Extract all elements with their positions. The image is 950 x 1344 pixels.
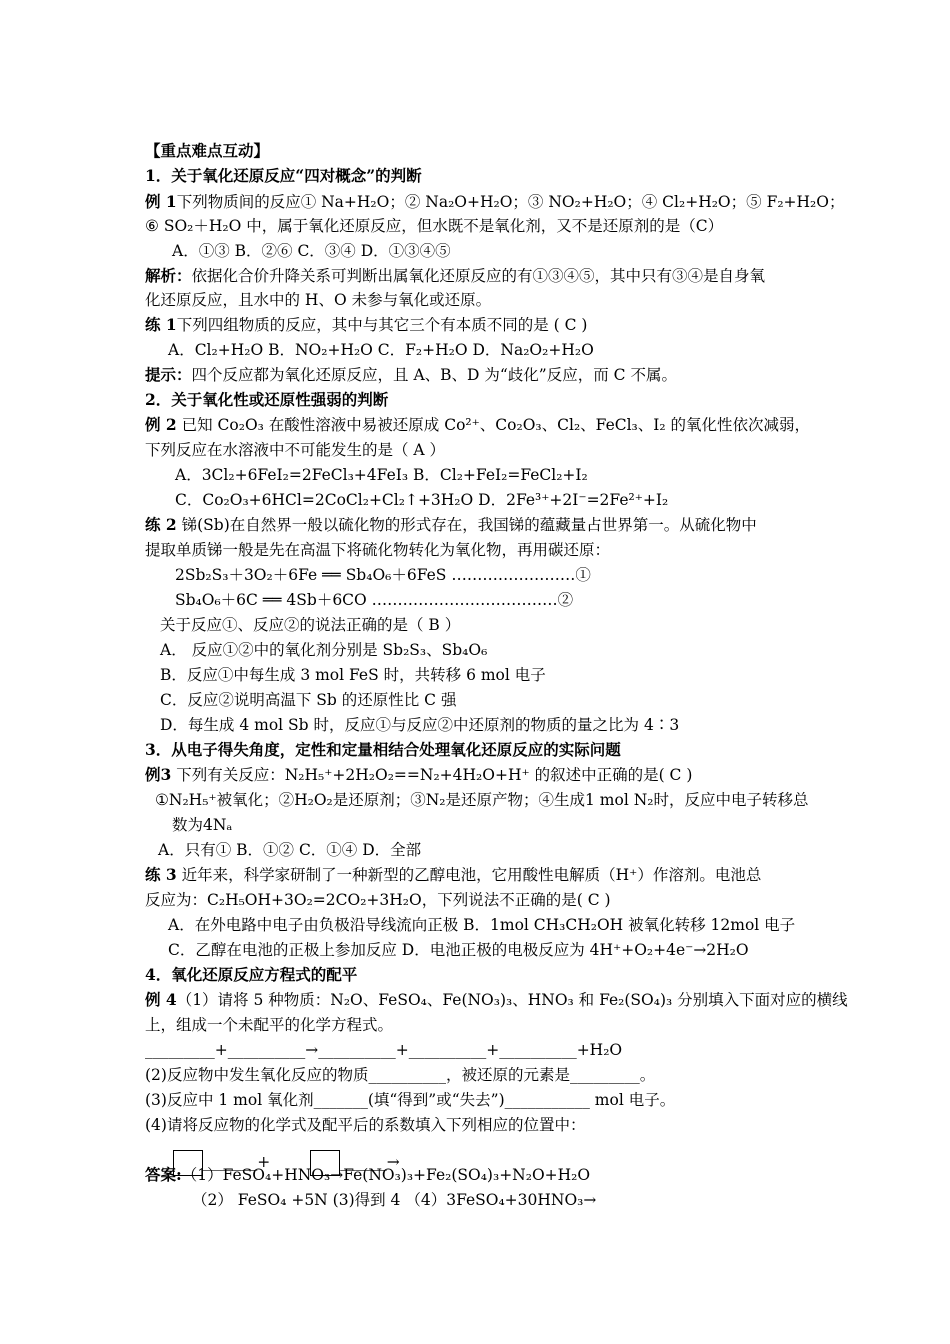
line-text: A．在外电路中电子由负极沿导线流向正极 B．1mol CH₃CH₂OH 被氧化转移 12mol 电子 xyxy=(168,916,796,934)
text-line xyxy=(145,1089,675,1111)
item-label: 例 1 xyxy=(145,192,177,211)
text-line xyxy=(145,364,677,386)
text-line xyxy=(145,1014,393,1036)
line-text: 已知 Co₂O₃ 在酸性溶液中易被还原成 Co²⁺、Co₂O₃、Cl₂、FeCl₃、I₂ 的氧化性依次减弱， xyxy=(176,416,811,434)
text-line xyxy=(145,289,491,311)
line-text: _________+__________→__________+__________+__________+H₂O xyxy=(145,1041,623,1059)
item-label: 练 3 xyxy=(145,865,177,884)
line-text: （1）FeSO₄+HNO₃→Fe(NO₃)₃+Fe₂(SO₄)₃+N₂O+H₂O xyxy=(181,1166,591,1184)
text-line xyxy=(145,964,357,986)
item-label: 例 2 xyxy=(145,415,177,434)
line-text: 2．关于氧化性或还原性强弱的判断 xyxy=(145,390,389,409)
line-text: (4)请将反应物的化学式及配平后的系数填入下列相应的位置中： xyxy=(145,1116,586,1134)
text-line xyxy=(145,539,610,561)
text-line xyxy=(145,989,848,1011)
text-line xyxy=(145,514,757,536)
text-line xyxy=(145,864,761,886)
text-line xyxy=(145,1114,585,1136)
line-text: 【重点难点互动】 xyxy=(145,141,270,160)
text-line xyxy=(145,439,445,461)
item-label: 例 4 xyxy=(145,990,177,1009)
line-text: 数为4Nₐ xyxy=(172,816,233,834)
text-line xyxy=(172,814,232,836)
line-text: （1）请将 5 种物质：N₂O、FeSO₄、Fe(NO₃)₃、HNO₃ 和 Fe₂(SO₄)₃ 分别填入下面对应的横线 xyxy=(176,991,848,1009)
text-line xyxy=(145,389,388,411)
text-line xyxy=(145,739,621,761)
text-line xyxy=(168,914,795,936)
line-text: ①N₂H₅⁺被氧化；②H₂O₂是还原剂；③N₂是还原产物；④生成1 mol N₂时，反应中电子转移总 xyxy=(155,791,809,809)
text-line xyxy=(160,614,460,636)
text-line xyxy=(145,165,422,187)
text-line xyxy=(145,215,723,237)
fill-blank-1: _______+ xyxy=(203,1153,271,1171)
text-line xyxy=(145,265,765,287)
line-text: 关于反应①、反应②的说法正确的是（ B ） xyxy=(160,616,461,634)
line-text: A．只有① B．①② C．①④ D．全部 xyxy=(158,841,422,859)
line-text: 上，组成一个未配平的化学方程式。 xyxy=(145,1016,394,1034)
line-text: 下列物质间的反应① Na+H₂O；② Na₂O+H₂O；③ NO₂+H₂O；④ Cl₂+H₂O；⑤ F₂+H₂O； xyxy=(176,193,845,211)
line-text: (2)反应物中发生氧化反应的物质__________，被还原的元素是_________。 xyxy=(145,1066,656,1084)
text-line xyxy=(145,889,611,911)
item-label: 答案: xyxy=(145,1165,182,1184)
line-text: A．①③ B．②⑥ C．③④ D．①③④⑤ xyxy=(172,242,451,260)
line-text: 2Sb₂S₃＋3O₂＋6Fe ══ Sb₄O₆＋6FeS ……………………① xyxy=(175,566,591,584)
item-label: 练 2 xyxy=(145,515,177,534)
text-line xyxy=(172,240,451,262)
text-line xyxy=(145,1064,655,1086)
line-text: 下列四组物质的反应，其中与其它三个有本质不同的是 ( C ) xyxy=(176,316,588,334)
line-text: 下列反应在水溶液中不可能发生的是（ A ） xyxy=(145,441,446,459)
line-text: A．3Cl₂+6FeI₂=2FeCl₃+4FeI₃ B．Cl₂+FeI₂=FeCl₂+I₂ xyxy=(175,466,588,484)
item-label: 例3 xyxy=(145,765,172,784)
text-line xyxy=(160,639,487,661)
fill-in-boxes-line xyxy=(173,1150,400,1176)
item-label: 提示： xyxy=(145,365,192,384)
line-text: A． 反应①②中的氧化剂分别是 Sb₂S₃、Sb₄O₆ xyxy=(160,641,488,659)
text-line xyxy=(145,140,269,162)
text-line xyxy=(145,191,844,213)
text-line xyxy=(175,464,588,486)
text-line xyxy=(175,589,573,611)
line-text: Sb₄O₆＋6C ══ 4Sb＋6CO ………………………………② xyxy=(175,591,574,609)
line-text: 反应为：C₂H₅OH+3O₂=2CO₂+3H₂O，下列说法不正确的是( C ) xyxy=(145,891,611,909)
line-text: 依据化合价升降关系可判断出属氧化还原反应的有①③④⑤，其中只有③④是自身氧 xyxy=(191,267,766,285)
answer-box-1[interactable] xyxy=(173,1150,203,1176)
text-line xyxy=(155,789,809,811)
line-text: 四个反应都为氧化还原反应，且 A、B、D 为“歧化”反应，而 C 不属。 xyxy=(191,366,677,384)
item-label: 练 1 xyxy=(145,315,177,334)
line-text: 3．从电子得失角度，定性和定量相结合处理氧化还原反应的实际问题 xyxy=(145,740,621,759)
line-text: (3)反应中 1 mol 氧化剂_______(填“得到”或“失去”)___________ mol 电子。 xyxy=(145,1091,676,1109)
line-text: 1．关于氧化还原反应“四对概念”的判断 xyxy=(145,166,422,185)
line-text: 近年来，科学家研制了一种新型的乙醇电池，它用酸性电解质（H⁺）作溶剂。电池总 xyxy=(176,866,762,884)
line-text: 锑(Sb)在自然界一般以硫化物的形式存在，我国锑的蕴藏量占世界第一。从硫化物中 xyxy=(176,516,757,534)
line-text: C．反应②说明高温下 Sb 的还原性比 C 强 xyxy=(160,691,457,709)
text-line xyxy=(160,664,546,686)
text-line xyxy=(168,339,594,361)
text-line xyxy=(145,1039,622,1061)
line-text: 化还原反应，且水中的 H、O 未参与氧化或还原。 xyxy=(145,291,492,309)
line-text: B．反应①中每生成 3 mol FeS 时，共转移 6 mol 电子 xyxy=(160,666,546,684)
text-line xyxy=(145,414,810,436)
line-text: D．每生成 4 mol Sb 时，反应①与反应②中还原剂的物质的量之比为 4∶3 xyxy=(160,716,680,734)
line-text: C．乙醇在电池的正极上参加反应 D．电池正极的电极反应为 4H⁺+O₂+4e⁻→2H₂O xyxy=(168,941,749,959)
text-line xyxy=(192,1189,596,1211)
line-text: 下列有关反应：N₂H₅⁺+2H₂O₂==N₂+4H₂O+H⁺ 的叙述中正确的是( C ) xyxy=(171,766,693,784)
line-text: C．Co₂O₃+6HCl=2CoCl₂+Cl₂↑+3H₂O D．2Fe³⁺+2I⁻=2Fe²⁺+I₂ xyxy=(175,491,669,509)
line-text: 提取单质锑一般是先在高温下将硫化物转化为氧化物，再用碳还原： xyxy=(145,541,611,559)
text-line xyxy=(175,564,591,586)
fill-blank-2: ______→ xyxy=(340,1153,400,1171)
text-line xyxy=(145,764,692,786)
text-line xyxy=(145,314,587,336)
line-text: （2） FeSO₄ +5N (3)得到 4 （4）3FeSO₄+30HNO₃→ xyxy=(192,1191,597,1209)
text-line xyxy=(175,489,668,511)
line-text: ⑥ SO₂＋H₂O 中，属于氧化还原反应，但水既不是氧化剂，又不是还原剂的是（C） xyxy=(145,217,724,235)
text-line xyxy=(160,689,456,711)
answer-box-2[interactable] xyxy=(310,1150,340,1176)
line-text: A．Cl₂+H₂O B．NO₂+H₂O C．F₂+H₂O D．Na₂O₂+H₂O xyxy=(168,341,594,359)
text-line xyxy=(158,839,421,861)
item-label: 解析： xyxy=(145,266,192,285)
text-line xyxy=(168,939,749,961)
line-text: 4．氧化还原反应方程式的配平 xyxy=(145,965,358,984)
text-line xyxy=(160,714,679,736)
